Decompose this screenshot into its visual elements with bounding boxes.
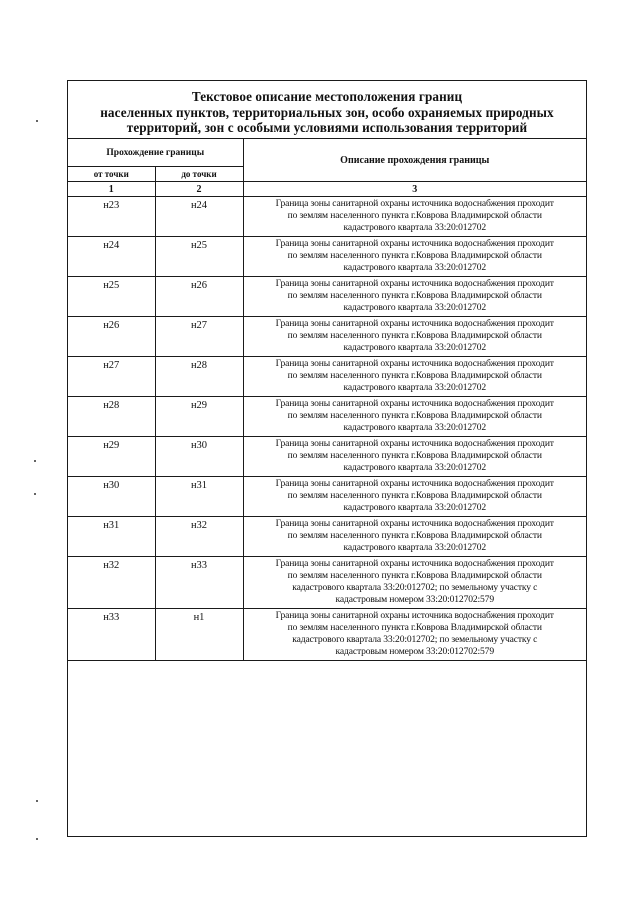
column-number-1: 1 — [68, 182, 155, 197]
description-line: Граница зоны санитарной охраны источника водоснабжения проходит — [275, 198, 554, 209]
to-point-cell: н1 — [155, 609, 243, 661]
description-line: кадастрового квартала 33:20:012702 — [343, 261, 487, 273]
to-point-cell: н24 — [155, 197, 243, 237]
description-line: Граница зоны санитарной охраны источника водоснабжения проходит — [275, 518, 554, 529]
description-line: кадастровым номером 33:20:012702:579 — [335, 593, 494, 605]
scan-speck — [36, 120, 38, 122]
title-line-2: населенных пунктов, территориальных зон, особо охраняемых природных — [100, 104, 554, 120]
description-line: кадастрового квартала 33:20:012702; по земельному участку с — [292, 633, 538, 645]
table-row — [68, 357, 586, 397]
description-line: кадастрового квартала 33:20:012702 — [343, 301, 487, 313]
to-point-cell: н27 — [155, 317, 243, 357]
description-line: по землям населенного пункта г.Коврова Владимирской области — [287, 289, 542, 301]
header-boundary-passage: Прохождение границы — [68, 139, 243, 167]
description-cell — [243, 197, 586, 237]
description-line: по землям населенного пункта г.Коврова Владимирской области — [287, 409, 542, 421]
description-line: по землям населенного пункта г.Коврова Владимирской области — [287, 209, 542, 221]
from-point-cell: н30 — [68, 477, 155, 517]
from-point-cell: н23 — [68, 197, 155, 237]
from-point-cell: н29 — [68, 437, 155, 477]
description-line: по землям населенного пункта г.Коврова Владимирской области — [287, 329, 542, 341]
description-line: Граница зоны санитарной охраны источника водоснабжения проходит — [275, 558, 554, 569]
from-point-cell: н28 — [68, 397, 155, 437]
description-line: кадастровым номером 33:20:012702:579 — [335, 645, 494, 657]
description-cell — [243, 397, 586, 437]
description-line: кадастрового квартала 33:20:012702 — [343, 421, 487, 433]
description-cell — [243, 477, 586, 517]
document-title — [68, 89, 586, 136]
to-point-cell: н32 — [155, 517, 243, 557]
description-line: по землям населенного пункта г.Коврова Владимирской области — [287, 529, 542, 541]
from-point-cell: н25 — [68, 277, 155, 317]
from-point-cell: н27 — [68, 357, 155, 397]
description-cell — [243, 357, 586, 397]
header-from-point: от точки — [68, 167, 155, 182]
title-line-1: Текстовое описание местоположения границ — [191, 89, 463, 104]
column-number-3: 3 — [243, 182, 586, 197]
description-line: Граница зоны санитарной охраны источника водоснабжения проходит — [275, 438, 554, 449]
table-row — [68, 477, 586, 517]
from-point-cell: н33 — [68, 609, 155, 661]
scan-speck — [36, 838, 38, 840]
description-line: Граница зоны санитарной охраны источника водоснабжения проходит — [275, 238, 554, 249]
to-point-cell: н26 — [155, 277, 243, 317]
description-line: Граница зоны санитарной охраны источника водоснабжения проходит — [275, 318, 554, 329]
title-line-3: территорий, зон с особыми условиями использования территорий — [126, 120, 528, 135]
to-point-cell: н33 — [155, 557, 243, 609]
description-line: кадастрового квартала 33:20:012702 — [343, 461, 487, 473]
description-line: Граница зоны санитарной охраны источника водоснабжения проходит — [275, 398, 554, 409]
table-row — [68, 437, 586, 477]
description-line: Граница зоны санитарной охраны источника водоснабжения проходит — [275, 478, 554, 489]
description-cell — [243, 277, 586, 317]
scan-speck — [34, 460, 36, 462]
header-description: Описание прохождения границы — [243, 139, 586, 182]
boundary-table — [68, 138, 586, 661]
description-line: по землям населенного пункта г.Коврова Владимирской области — [287, 249, 542, 261]
description-line: Граница зоны санитарной охраны источника водоснабжения проходит — [275, 358, 554, 369]
description-cell — [243, 517, 586, 557]
from-point-cell: н26 — [68, 317, 155, 357]
table-row — [68, 397, 586, 437]
table-row — [68, 237, 586, 277]
from-point-cell: н32 — [68, 557, 155, 609]
description-cell — [243, 317, 586, 357]
scan-speck — [34, 493, 36, 495]
description-line: по землям населенного пункта г.Коврова Владимирской области — [287, 449, 542, 461]
from-point-cell: н24 — [68, 237, 155, 277]
description-line: кадастрового квартала 33:20:012702 — [343, 221, 487, 233]
table-row — [68, 277, 586, 317]
description-line: кадастрового квартала 33:20:012702 — [343, 541, 487, 553]
table-row — [68, 557, 586, 609]
document-frame — [67, 80, 587, 837]
to-point-cell: н25 — [155, 237, 243, 277]
description-line: кадастрового квартала 33:20:012702 — [343, 381, 487, 393]
header-to-point: до точки — [155, 167, 243, 182]
table-row — [68, 317, 586, 357]
description-line: по землям населенного пункта г.Коврова Владимирской области — [287, 369, 542, 381]
description-line: по землям населенного пункта г.Коврова Владимирской области — [287, 569, 542, 581]
from-point-cell: н31 — [68, 517, 155, 557]
table-row — [68, 517, 586, 557]
description-cell — [243, 437, 586, 477]
description-line: кадастрового квартала 33:20:012702; по земельному участку с — [292, 581, 538, 593]
description-line: Граница зоны санитарной охраны источника водоснабжения проходит — [275, 278, 554, 289]
description-cell — [243, 557, 586, 609]
to-point-cell: н29 — [155, 397, 243, 437]
description-line: по землям населенного пункта г.Коврова Владимирской области — [287, 489, 542, 501]
scan-speck — [36, 800, 38, 802]
description-line: кадастрового квартала 33:20:012702 — [343, 501, 487, 513]
table-row — [68, 197, 586, 237]
column-number-2: 2 — [155, 182, 243, 197]
to-point-cell: н30 — [155, 437, 243, 477]
table-row — [68, 609, 586, 661]
description-line: Граница зоны санитарной охраны источника водоснабжения проходит — [275, 610, 554, 621]
description-line: кадастрового квартала 33:20:012702 — [343, 341, 487, 353]
description-line: по землям населенного пункта г.Коврова Владимирской области — [287, 621, 542, 633]
to-point-cell: н28 — [155, 357, 243, 397]
description-cell — [243, 609, 586, 661]
description-cell — [243, 237, 586, 277]
to-point-cell: н31 — [155, 477, 243, 517]
